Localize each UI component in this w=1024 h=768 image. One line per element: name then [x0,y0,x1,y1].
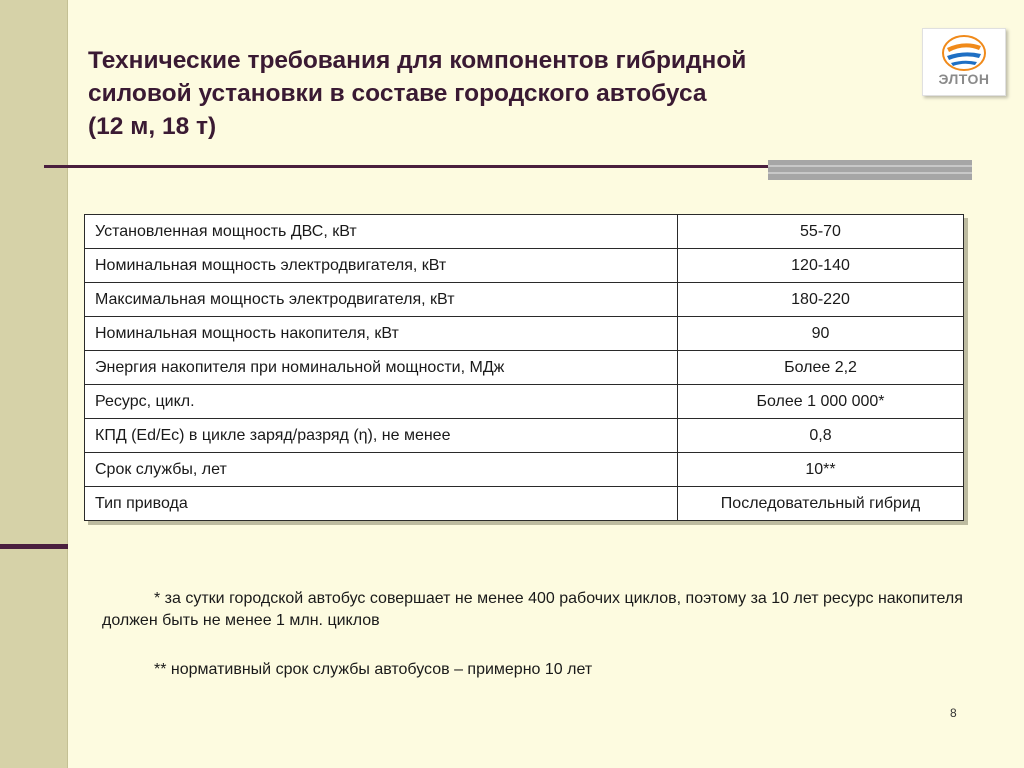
title-line-2: силовой установки в составе городского автобуса [88,80,707,107]
value-cell: Более 2,2 [678,351,964,385]
param-cell: Номинальная мощность электродвигателя, кВт [85,249,678,283]
left-divider-bar [0,544,68,549]
param-cell: Тип привода [85,487,678,521]
decorative-gray-bar [768,160,972,180]
param-cell: КПД (Ed/Ec) в цикле заряд/разряд (η), не менее [85,419,678,453]
value-cell: 55-70 [678,215,964,249]
param-cell: Номинальная мощность накопителя, кВт [85,317,678,351]
param-cell: Срок службы, лет [85,453,678,487]
value-cell: 10** [678,453,964,487]
param-cell: Ресурс, цикл. [85,385,678,419]
company-logo [922,28,1006,96]
page-number: 8 [950,706,957,720]
value-cell: 90 [678,317,964,351]
left-side-band [0,0,68,768]
table-row [85,487,964,521]
table-row [85,283,964,317]
table-row [85,317,964,351]
title-line-1: Технические требования для компонентов гибридной [88,47,747,74]
logo-text: ЭЛТОН [938,71,990,87]
table-row [85,215,964,249]
table-row [85,249,964,283]
slide-title [88,44,888,143]
value-cell: Последовательный гибрид [678,487,964,521]
value-cell: Более 1 000 000* [678,385,964,419]
value-cell: 180-220 [678,283,964,317]
param-cell: Максимальная мощность электродвигателя, кВт [85,283,678,317]
table-row [85,385,964,419]
title-line-3: (12 м, 18 т) [88,113,217,140]
value-cell: 120-140 [678,249,964,283]
footnote-service-life: ** нормативный срок службы автобусов – примерно 10 лет [154,661,593,678]
elton-logo-icon [941,34,987,72]
requirements-table [84,214,964,521]
param-cell: Установленная мощность ДВС, кВт [85,215,678,249]
table-row [85,419,964,453]
table-row [85,453,964,487]
value-cell: 0,8 [678,419,964,453]
table-row [85,351,964,385]
param-cell: Энергия накопителя при номинальной мощности, МДж [85,351,678,385]
footnote-cycles: * за сутки городской автобус совершает не менее 400 рабочих циклов, поэтому за 10 лет ресурс накопителя должен быть не менее 1 млн. циклов [102,590,963,629]
